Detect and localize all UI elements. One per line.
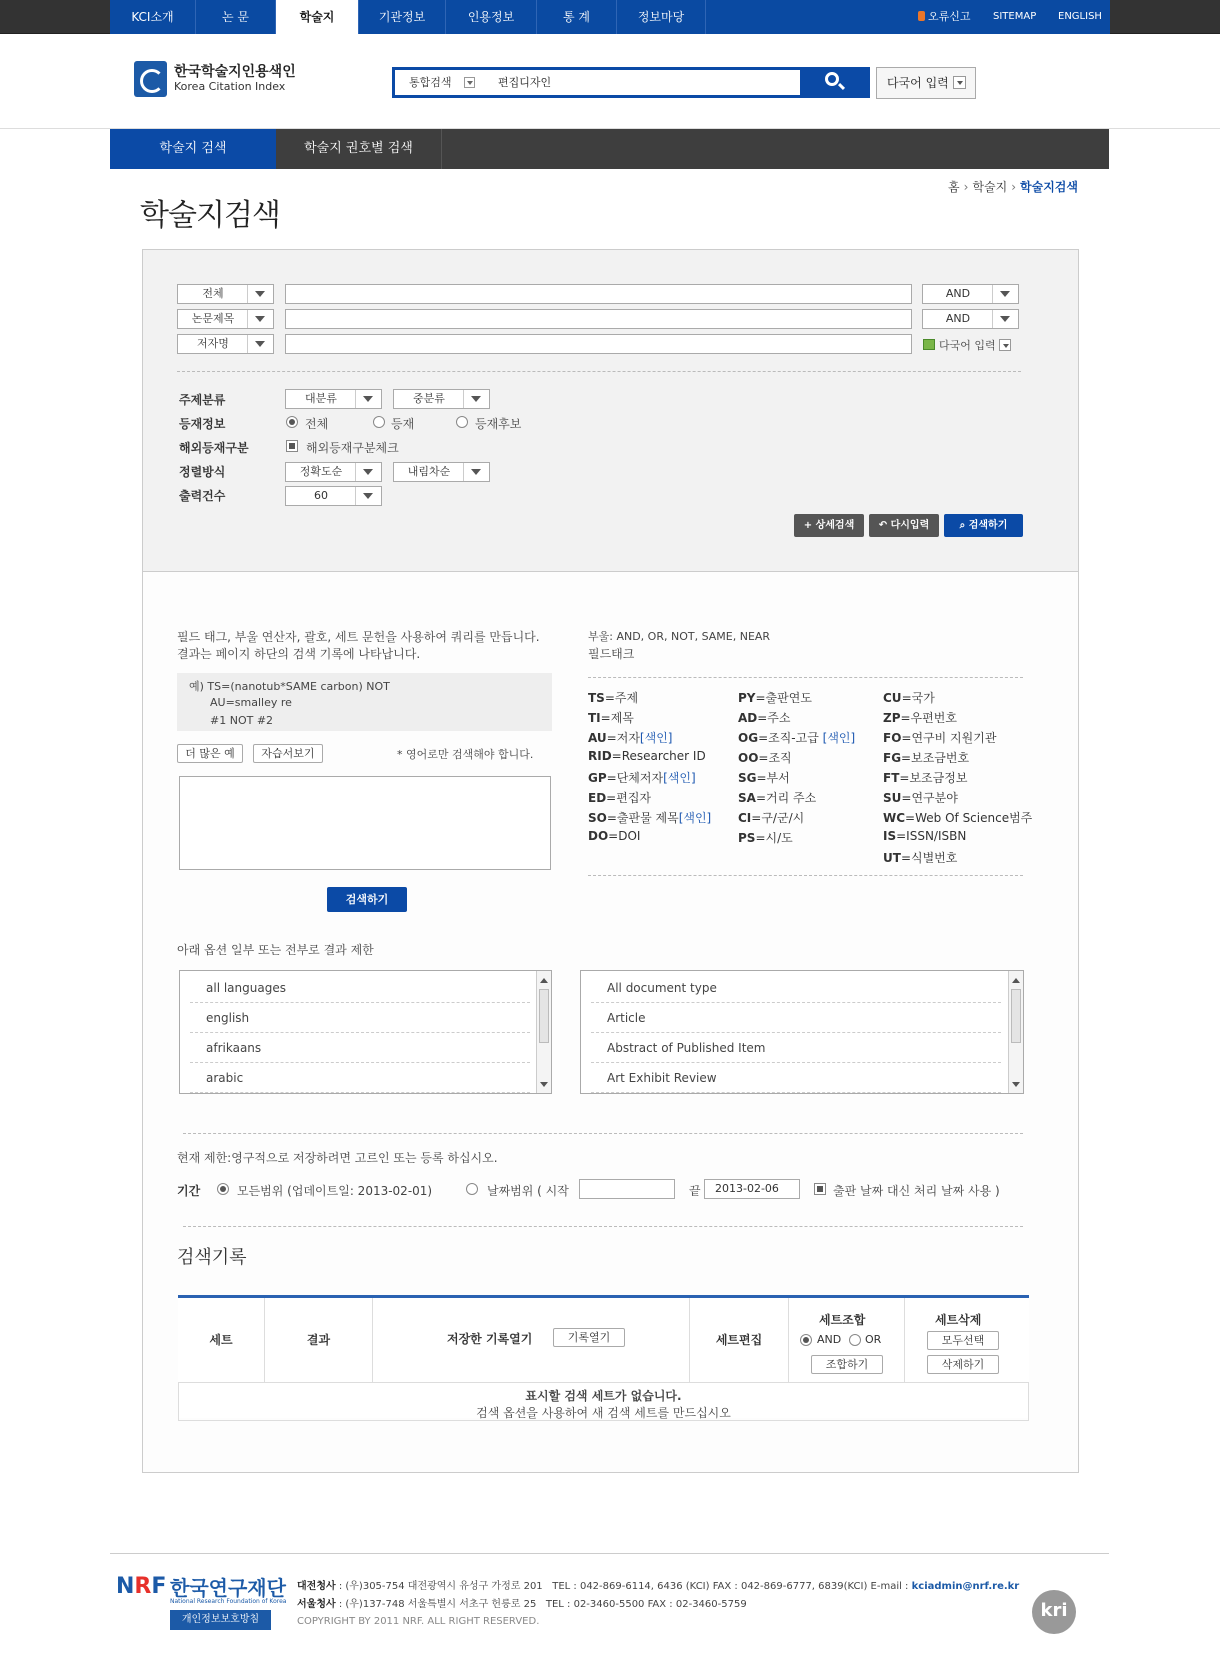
breadcrumb bbox=[948, 178, 1078, 195]
field-tag-desc: =출판물 제목 bbox=[606, 811, 679, 825]
daejeon-label: 대전청사 bbox=[297, 1581, 336, 1592]
count-select[interactable] bbox=[285, 486, 382, 506]
open-history-button[interactable]: 기록열기 bbox=[553, 1328, 625, 1347]
detail-search-button[interactable] bbox=[794, 514, 864, 537]
field-tag-code: TI bbox=[588, 711, 601, 725]
scrollbar[interactable] bbox=[1008, 971, 1023, 1093]
reg-registered-radio[interactable] bbox=[373, 416, 385, 428]
field-tag-code: CI bbox=[738, 811, 752, 825]
advanced-desc-2: 결과는 페이지 하단의 검색 기록에 나타납니다. bbox=[177, 647, 421, 661]
field-tag bbox=[883, 689, 935, 706]
multilang-label: 다국어 입력 bbox=[887, 76, 949, 90]
field-tag bbox=[883, 709, 957, 726]
error-report-icon bbox=[918, 11, 925, 21]
chevron-down-icon bbox=[464, 77, 475, 88]
operator-select-1[interactable] bbox=[922, 284, 1019, 304]
field-tag-code: PS bbox=[738, 831, 756, 845]
breadcrumb-home[interactable]: 홈 bbox=[948, 180, 960, 194]
field-tag-code: OO bbox=[738, 751, 759, 765]
sort-label: 정렬방식 bbox=[179, 465, 226, 479]
footer bbox=[110, 1553, 1109, 1677]
col-saved bbox=[373, 1298, 690, 1383]
list-item[interactable]: english bbox=[190, 1003, 530, 1033]
gnb-kci-intro[interactable]: KCI소개 bbox=[110, 0, 196, 34]
reg-all-radio[interactable] bbox=[286, 416, 298, 428]
field-tag-desc: =편집자 bbox=[606, 791, 652, 805]
scroll-up-icon[interactable] bbox=[540, 974, 548, 983]
col-combine bbox=[789, 1298, 905, 1383]
more-examples-button[interactable]: 더 많은 예 bbox=[177, 744, 243, 763]
gnb-statistics[interactable]: 통 계 bbox=[537, 0, 617, 34]
limits-label: 아래 옵션 일부 또는 전부로 결과 제한 bbox=[177, 943, 374, 957]
field-tag-code: ED bbox=[588, 791, 607, 805]
gnb-info[interactable]: 정보마당 bbox=[617, 0, 706, 34]
registration-label: 등재정보 bbox=[179, 417, 226, 431]
field-tag-desc: =보조금정보 bbox=[899, 771, 968, 785]
list-item[interactable]: Abstract of Published Item bbox=[591, 1033, 1001, 1063]
history-title: 검색기록 bbox=[177, 1247, 247, 1268]
search-scope-label: 통합검색 bbox=[409, 76, 452, 89]
chevron-down-icon bbox=[247, 335, 273, 353]
error-report-label: 오류신고 bbox=[928, 10, 971, 23]
operator-select-2[interactable] bbox=[922, 309, 1019, 329]
current-limit-text: 현재 제한:영구적으로 저장하려면 고르인 또는 등록 하십시오. bbox=[177, 1151, 498, 1165]
language-listbox[interactable] bbox=[179, 970, 552, 1094]
count-value-label: 60 bbox=[314, 489, 328, 502]
history-empty-state bbox=[178, 1383, 1029, 1421]
combine-button[interactable]: 조합하기 bbox=[811, 1355, 883, 1374]
gnb-papers[interactable]: 논 문 bbox=[196, 0, 276, 34]
field-tag-code: CU bbox=[883, 691, 902, 705]
list-item[interactable]: afrikaans bbox=[190, 1033, 530, 1063]
field-tag bbox=[588, 809, 711, 826]
field-tag-desc: =출판연도 bbox=[755, 691, 812, 705]
field-tag-code: TS bbox=[588, 691, 605, 705]
field-tag bbox=[883, 809, 1032, 826]
list-item[interactable]: Art Exhibit Review bbox=[591, 1063, 1001, 1093]
chevron-down-icon bbox=[247, 310, 273, 328]
tab-volume-search[interactable]: 학술지 권호별 검색 bbox=[276, 129, 442, 169]
field-tag bbox=[588, 689, 638, 706]
chevron-down-icon bbox=[992, 285, 1018, 303]
seoul-address bbox=[297, 1595, 747, 1610]
field-tag-desc: =조직-고급 bbox=[758, 731, 823, 745]
end-date-input[interactable]: 2013-02-06 bbox=[704, 1179, 800, 1199]
field-tag-desc: =ISSN/ISBN bbox=[896, 829, 967, 843]
breadcrumb-separator-icon: › bbox=[1011, 180, 1017, 194]
combine-and-label: AND bbox=[817, 1333, 842, 1346]
subject-label: 주제분류 bbox=[179, 393, 226, 407]
field-tag-desc: =Researcher ID bbox=[611, 749, 706, 763]
field-tag-desc: =조직 bbox=[758, 751, 792, 765]
logo-korean: 한국학술지인용색인 bbox=[174, 64, 296, 80]
subject-major-select[interactable] bbox=[285, 389, 382, 409]
overseas-label: 해외등재구분 bbox=[179, 441, 249, 455]
field-tag-code: AU bbox=[588, 731, 607, 745]
field-tag-code: FG bbox=[883, 751, 902, 765]
combine-or-label: OR bbox=[865, 1333, 882, 1346]
plus-icon: + bbox=[803, 520, 813, 531]
col-edit: 세트편집 bbox=[690, 1298, 789, 1383]
field-select-label: 저자명 bbox=[197, 337, 229, 350]
reg-candidate-label: 등재후보 bbox=[475, 417, 522, 431]
field-tag bbox=[738, 729, 855, 746]
query-input-3[interactable] bbox=[285, 334, 912, 354]
divider bbox=[588, 875, 1023, 876]
reg-candidate-radio[interactable] bbox=[456, 416, 468, 428]
basic-search-area bbox=[143, 250, 1078, 572]
field-tag-desc: =연구비 지원기관 bbox=[901, 731, 997, 745]
field-tag-code: UT bbox=[883, 851, 901, 865]
count-label: 출력건수 bbox=[179, 489, 226, 503]
field-tag-desc: =거리 주소 bbox=[755, 791, 817, 805]
multilang-input-toggle[interactable] bbox=[923, 337, 1011, 353]
field-tag bbox=[588, 789, 651, 806]
gnb-journals[interactable]: 학술지 bbox=[276, 0, 359, 34]
chevron-down-icon bbox=[355, 487, 381, 505]
field-tag-code: FO bbox=[883, 731, 902, 745]
combine-and-radio[interactable] bbox=[800, 1334, 812, 1346]
chevron-down-icon bbox=[355, 463, 381, 481]
date-range-radio[interactable] bbox=[466, 1183, 478, 1195]
reset-label: 다시입력 bbox=[890, 520, 930, 531]
scroll-down-icon[interactable] bbox=[540, 1082, 548, 1091]
doctype-listbox[interactable] bbox=[580, 970, 1024, 1094]
index-link[interactable]: [색인] bbox=[639, 731, 673, 745]
subject-mid-select[interactable] bbox=[393, 389, 490, 409]
field-tag-code: PY bbox=[738, 691, 756, 705]
search-panel bbox=[142, 249, 1079, 1473]
field-tag-code: FT bbox=[883, 771, 900, 785]
nrf-name-ko: 한국연구재단 bbox=[170, 1576, 286, 1600]
field-tag-desc: =구/군/시 bbox=[751, 811, 805, 825]
undo-icon: ↶ bbox=[878, 520, 888, 531]
kri-logo-icon: kri bbox=[1032, 1590, 1076, 1634]
chevron-down-icon bbox=[992, 310, 1018, 328]
divider bbox=[183, 1226, 1023, 1227]
daejeon-text: : (우)305-754 대전광역시 유성구 가정로 201 bbox=[335, 1581, 543, 1592]
basic-search-label: 검색하기 bbox=[968, 520, 1008, 531]
saved-history-label: 저장한 기록열기 bbox=[447, 1332, 533, 1346]
sitemap-link[interactable]: SITEMAP bbox=[993, 11, 1037, 22]
seoul-label: 서울청사 bbox=[297, 1599, 336, 1610]
daejeon-tel: TEL : 042-869-6114, 6436 (KCI) FAX : 042-869-6777, 6839(KCI) E-mail : bbox=[552, 1581, 912, 1592]
example-line-2: AU=smalley re bbox=[210, 696, 292, 709]
chevron-down-icon bbox=[463, 390, 489, 408]
field-select-label: 논문제목 bbox=[191, 312, 235, 325]
search-icon: ⌕ bbox=[959, 520, 966, 531]
email-link[interactable]: kciadmin@nrf.re.kr bbox=[911, 1581, 1020, 1592]
field-tag bbox=[738, 769, 790, 786]
list-item[interactable]: Article bbox=[591, 1003, 1001, 1033]
field-tag bbox=[588, 709, 634, 726]
chevron-down-icon bbox=[999, 339, 1011, 351]
basic-search-button[interactable] bbox=[944, 514, 1023, 537]
field-tag bbox=[738, 789, 816, 806]
sub-nav bbox=[110, 129, 1109, 169]
field-tag-code: WC bbox=[883, 811, 906, 825]
all-range-radio[interactable] bbox=[217, 1183, 229, 1195]
chevron-down-icon bbox=[463, 463, 489, 481]
tab-journal-search[interactable]: 학술지 검색 bbox=[110, 129, 276, 169]
query-input-1[interactable] bbox=[285, 284, 912, 304]
keyboard-icon bbox=[923, 339, 935, 350]
field-select-3[interactable] bbox=[177, 334, 274, 354]
list-item[interactable]: all languages bbox=[190, 973, 530, 1003]
english-link[interactable]: ENGLISH bbox=[1058, 11, 1102, 22]
field-tag-desc: =주제 bbox=[604, 691, 639, 705]
field-tag-desc: =제목 bbox=[600, 711, 634, 725]
gnb-institution[interactable]: 기관정보 bbox=[359, 0, 446, 34]
search-history-table bbox=[178, 1295, 1029, 1418]
field-tag bbox=[738, 809, 804, 826]
index-link[interactable]: [색인] bbox=[678, 811, 712, 825]
field-tag-desc: =주소 bbox=[757, 711, 791, 725]
divider bbox=[588, 677, 1023, 678]
query-example-box bbox=[177, 673, 552, 731]
detail-search-label: 상세검색 bbox=[815, 520, 855, 531]
field-tag-code: SU bbox=[883, 791, 902, 805]
col-set: 세트 bbox=[178, 1298, 265, 1383]
english-only-note: * 영어로만 검색해야 합니다. bbox=[397, 748, 534, 761]
daejeon-address bbox=[297, 1577, 1019, 1592]
sort-select[interactable] bbox=[285, 462, 382, 482]
field-tag-code: AD bbox=[738, 711, 758, 725]
sort-order-label: 내림차순 bbox=[407, 465, 451, 478]
empty-desc: 검색 옵션을 사용하여 새 검색 세트를 만드십시오 bbox=[476, 1406, 731, 1420]
field-tag-desc: =식별번호 bbox=[900, 851, 958, 865]
gnb-citation[interactable]: 인용정보 bbox=[446, 0, 537, 34]
field-tag-code: OG bbox=[738, 731, 759, 745]
seoul-text: : (우)137-748 서울특별시 서초구 헌릉로 25 bbox=[335, 1599, 537, 1610]
subject-major-label: 대분류 bbox=[305, 392, 337, 405]
overseas-checkbox[interactable] bbox=[286, 440, 298, 452]
nrf-name-en: National Research Foundation of Korea bbox=[170, 1598, 287, 1605]
breadcrumb-journal[interactable]: 학술지 bbox=[972, 180, 1008, 194]
example-line-1: 예) TS=(nanotub*SAME carbon) NOT bbox=[189, 680, 390, 693]
top-search-box bbox=[392, 67, 870, 98]
field-tag-code: ZP bbox=[883, 711, 901, 725]
field-tag-code: GP bbox=[588, 771, 607, 785]
field-tag bbox=[588, 769, 696, 786]
logo-english: Korea Citation Index bbox=[174, 80, 286, 93]
top-search-input[interactable]: 편집디자인 bbox=[498, 76, 552, 89]
field-select-label: 전체 bbox=[202, 287, 224, 300]
chevron-down-icon bbox=[247, 285, 273, 303]
date-range-label: 날짜범위 ( 시작 bbox=[487, 1184, 569, 1198]
scroll-up-icon[interactable] bbox=[1012, 974, 1020, 983]
start-date-input[interactable] bbox=[579, 1179, 675, 1199]
field-tag-desc: =보조금번호 bbox=[901, 751, 970, 765]
delete-button[interactable]: 삭제하기 bbox=[927, 1355, 999, 1374]
field-tag-code: IS bbox=[883, 829, 897, 843]
field-tag bbox=[883, 829, 966, 843]
example-line-3: #1 NOT #2 bbox=[210, 714, 274, 727]
field-tag-desc: =DOI bbox=[608, 829, 641, 843]
breadcrumb-separator-icon: › bbox=[963, 180, 969, 194]
field-tag bbox=[738, 709, 791, 726]
scroll-thumb[interactable] bbox=[1011, 989, 1021, 1043]
chevron-down-icon bbox=[953, 76, 966, 89]
field-tag bbox=[883, 789, 958, 806]
scroll-thumb[interactable] bbox=[539, 989, 549, 1043]
field-tag-desc: =Web Of Science범주 bbox=[905, 811, 1033, 825]
field-tag-code: SA bbox=[738, 791, 756, 805]
global-nav-bar bbox=[110, 0, 1110, 34]
field-select-1[interactable] bbox=[177, 284, 274, 304]
combine-label: 세트조합 bbox=[819, 1313, 866, 1327]
pub-date-label: 출판 날짜 대신 처리 날짜 사용 ) bbox=[833, 1184, 1000, 1198]
global-nav bbox=[0, 0, 1220, 34]
field-tag bbox=[883, 729, 996, 746]
chevron-down-icon bbox=[355, 390, 381, 408]
page-title: 학술지검색 bbox=[140, 198, 280, 233]
end-date-label: 끝 bbox=[689, 1184, 701, 1198]
kci-logo-icon bbox=[134, 61, 167, 97]
search-icon bbox=[825, 72, 839, 86]
header bbox=[0, 35, 1220, 129]
multilang-input-label: 다국어 입력 bbox=[939, 339, 996, 352]
field-tag bbox=[883, 769, 967, 786]
col-result: 결과 bbox=[265, 1298, 373, 1383]
reset-button[interactable] bbox=[869, 514, 939, 537]
field-tag-desc: =국가 bbox=[901, 691, 935, 705]
delete-label: 세트삭제 bbox=[935, 1313, 982, 1327]
field-tag bbox=[588, 829, 640, 843]
reg-registered-label: 등재 bbox=[391, 417, 415, 431]
sort-order-select[interactable] bbox=[393, 462, 490, 482]
field-tag bbox=[883, 849, 957, 866]
field-tag-desc: =부서 bbox=[756, 771, 790, 785]
boolean-operators: 부울: AND, OR, NOT, SAME, NEAR bbox=[588, 630, 771, 643]
empty-title: 표시할 검색 세트가 없습니다. bbox=[525, 1389, 682, 1403]
query-input-2[interactable] bbox=[285, 309, 912, 329]
select-all-button[interactable]: 모두선택 bbox=[927, 1331, 999, 1350]
field-tag-code: SG bbox=[738, 771, 757, 785]
field-tag-code: SO bbox=[588, 811, 607, 825]
kci-logo[interactable] bbox=[134, 61, 294, 101]
copyright: COPYRIGHT BY 2011 NRF. ALL RIGHT RESERVED. bbox=[297, 1616, 540, 1627]
field-tag-code: DO bbox=[588, 829, 609, 843]
multilang-button[interactable] bbox=[876, 67, 976, 99]
top-search-button[interactable] bbox=[800, 67, 870, 98]
search-scope-select[interactable] bbox=[409, 74, 475, 90]
combine-or-radio[interactable] bbox=[849, 1334, 861, 1346]
divider bbox=[177, 371, 1021, 372]
advanced-query-textarea[interactable] bbox=[179, 776, 551, 870]
operator-label: AND bbox=[945, 287, 971, 300]
index-link[interactable]: [색인] bbox=[663, 771, 696, 785]
all-range-label: 모든범위 (업데이트일: 2013-02-01) bbox=[237, 1184, 433, 1198]
pub-date-checkbox[interactable] bbox=[814, 1183, 826, 1195]
scroll-down-icon[interactable] bbox=[1012, 1082, 1020, 1091]
field-tag-desc: =우편번호 bbox=[900, 711, 957, 725]
field-tags-label: 필드태크 bbox=[588, 647, 635, 661]
field-tag bbox=[738, 829, 793, 846]
list-item[interactable]: All document type bbox=[591, 973, 1001, 1003]
field-tag-desc: =연구분야 bbox=[901, 791, 958, 805]
field-tag-code: RID bbox=[588, 749, 612, 763]
scrollbar[interactable] bbox=[536, 971, 551, 1093]
nrf-logo-icon: NRF bbox=[116, 1574, 167, 1599]
seoul-tel: TEL : 02-3460-5500 FAX : 02-3460-5759 bbox=[545, 1599, 747, 1610]
field-tag bbox=[588, 749, 706, 763]
field-tag bbox=[738, 689, 812, 706]
list-item[interactable]: arabic bbox=[190, 1063, 530, 1093]
error-report-link[interactable] bbox=[918, 0, 971, 34]
divider bbox=[183, 1133, 1023, 1134]
index-link[interactable]: [색인] bbox=[822, 731, 856, 745]
tutorial-button[interactable]: 자습서보기 bbox=[253, 744, 323, 763]
advanced-search-button[interactable]: 검색하기 bbox=[327, 887, 407, 912]
reg-all-label: 전체 bbox=[305, 417, 329, 431]
field-tag-desc: =단체저자 bbox=[606, 771, 664, 785]
operator-label: AND bbox=[945, 312, 971, 325]
subject-mid-label: 중분류 bbox=[413, 392, 445, 405]
period-label: 기간 bbox=[177, 1184, 201, 1198]
col-delete bbox=[905, 1298, 1029, 1383]
field-tag-desc: =시/도 bbox=[755, 831, 793, 845]
privacy-policy-link[interactable]: 개인정보보호방침 bbox=[170, 1610, 271, 1630]
field-tag bbox=[738, 749, 792, 766]
field-select-2[interactable] bbox=[177, 309, 274, 329]
overseas-check-label: 해외등재구분체크 bbox=[306, 441, 399, 455]
sort-value-label: 정확도순 bbox=[299, 465, 343, 478]
breadcrumb-current: 학술지검색 bbox=[1020, 180, 1078, 194]
advanced-desc-1: 필드 태그, 부울 연산자, 괄호, 세트 문헌을 사용하여 쿼리를 만듭니다. bbox=[177, 630, 540, 644]
field-tag-desc: =저자 bbox=[606, 731, 640, 745]
field-tag bbox=[588, 729, 672, 746]
field-tag bbox=[883, 749, 969, 766]
